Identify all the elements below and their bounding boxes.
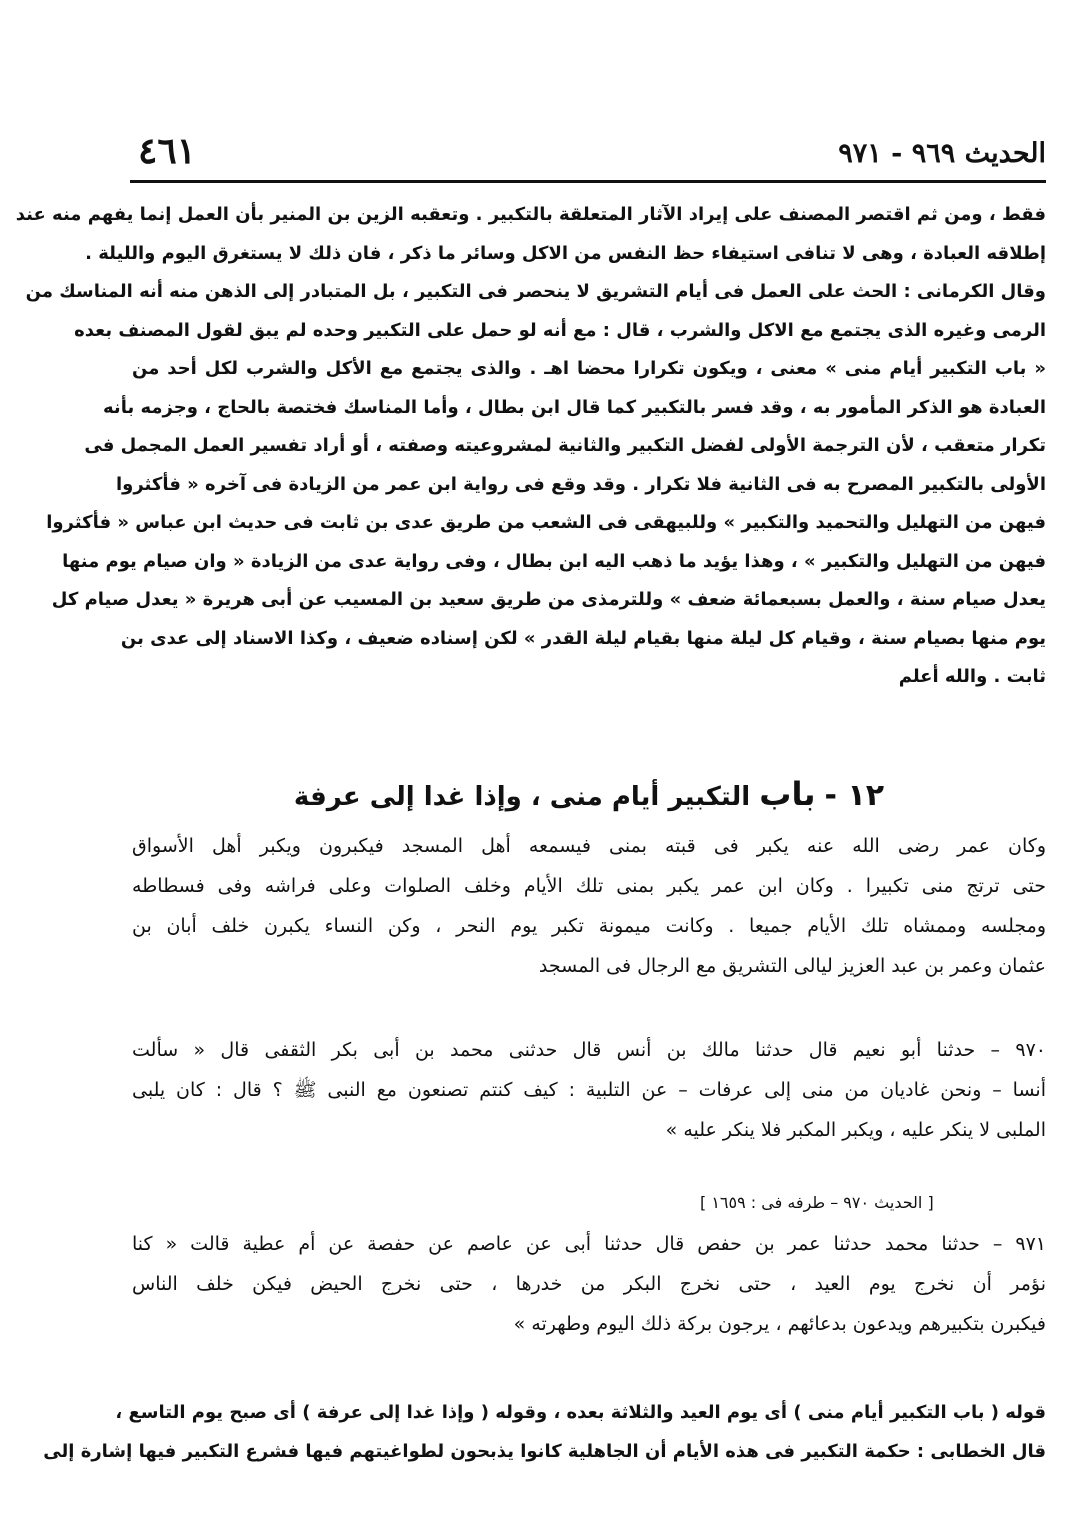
- text-line: فيهن من التهليل والتحميد والتكبير » وللبيهقى فى الشعب من طريق عدى بن ثابت فى حديث ابن عباس « فأكثروا: [46, 512, 1046, 533]
- page-number: ٤٦١: [138, 130, 197, 172]
- running-title: الحديث ٩٦٩ - ٩٧١: [838, 138, 1046, 169]
- text-line: « باب التكبير أيام منى » معنى ، ويكون تكرارا محضا اهـ . والذى يجتمع مع الأكل والشرب لكل أحد من: [132, 358, 1046, 379]
- text-line: حتى ترتج منى تكبيرا . وكان ابن عمر يكبر بمنى تلك الأيام وخلف الصلوات وعلى فراشه وفى فسطاطه: [132, 875, 1046, 897]
- text-line: ٩٧٠ – حدثنا أبو نعيم قال حدثنا مالك بن أنس قال حدثنى محمد بن أبى بكر الثقفى قال « سألت: [132, 1039, 1046, 1061]
- text-line: أنسا – ونحن غاديان من منى إلى عرفات – عن التلبية : كيف كنتم تصنعون مع النبى ﷺ ؟ قال : كان يلبى: [132, 1079, 1046, 1101]
- text-line: وقال الكرمانى : الحث على العمل فى أيام التشريق لا ينحصر فى التكبير ، بل المتبادر إلى الذهن منه أنه المناسك من: [25, 281, 1046, 302]
- chapter-title: التكبير أيام منى ، وإذا غدا إلى عرفة: [293, 782, 751, 812]
- text-line: فيهن من التهليل والتكبير » ، وهذا يؤيد ما ذهب اليه ابن بطال ، وفى رواية عدى من الزيادة « وان صيام يوم منها: [62, 550, 1046, 572]
- text-line: يوم منها بصيام سنة ، وقيام كل ليلة منها بقيام ليلة القدر » لكن إسناده ضعيف ، وكذا الاسناد إلى عدى بن: [120, 627, 1046, 649]
- hadith-970: [132, 1030, 1046, 1150]
- chapter-bab: باب: [759, 775, 816, 813]
- page-header: [138, 130, 1046, 178]
- text-line: نؤمر أن نخرج يوم العيد ، حتى نخرج البكر من خدرها ، حتى نخرج الحيض فيكن خلف الناس: [132, 1273, 1046, 1295]
- text-line: يعدل صيام سنة ، والعمل بسبعمائة ضعف » وللترمذى من طريق سعيد بن المسيب عن أبى هريرة « يعدل صيام كل: [51, 589, 1046, 610]
- commentary-top: [15, 196, 1046, 697]
- chapter-number: ١٢ -: [824, 778, 885, 813]
- text-line: فقط ، ومن ثم اقتصر المصنف على إيراد الآثار المتعلقة بالتكبير . وتعقبه الزين بن المنير بأن العمل إنما يفهم منه عند: [15, 204, 1046, 225]
- text-line: عثمان وعمر بن عبد العزيز ليالى التشريق مع الرجال فى المسجد: [538, 955, 1046, 977]
- text-line: الملبى لا ينكر عليه ، ويكبر المكبر فلا ينكر عليه »: [665, 1119, 1046, 1141]
- text-line: الأولى بالتكبير المصرح به فى الثانية فلا تكرار . وقد وقع فى رواية ابن عمر من الزيادة فى آخره « فأكثروا: [115, 473, 1046, 495]
- text-line: فيكبرن بتكبيرهم ويدعون بدعائهم ، يرجون بركة ذلك اليوم وطهرته »: [513, 1313, 1046, 1335]
- text-line: الرمى وغيره الذى يجتمع مع الاكل والشرب ، قال : مع أنه لو حمل على التكبير وحده لم يبق لقول المصنف بعده: [74, 319, 1046, 341]
- header-rule: [130, 180, 1046, 183]
- text-line: إطلاقه العبادة ، وهى لا تنافى استيفاء حظ النفس من الاكل وسائر ما ذكر ، فان ذلك لا يستغرق اليوم والليلة .: [85, 242, 1046, 264]
- text-line: العبادة هو الذكر المأمور به ، وقد فسر بالتكبير كما قال ابن بطال ، وأما المناسك فختصة بالحاج ، وجزمه بأنه: [103, 396, 1046, 418]
- text-line: قال الخطابى : حكمة التكبير فى هذه الأيام أن الجاهلية كانوا يذبحون لطواغيتهم فيها فشرع التكبير فيها إشارة إلى: [43, 1440, 1046, 1462]
- chapter-athar: [132, 826, 1046, 986]
- hadith-971: [132, 1224, 1046, 1344]
- text-line: وكان عمر رضى الله عنه يكبر فى قبته بمنى فيسمعه أهل المسجد فيكبرون ويكبر أهل الأسواق: [132, 835, 1046, 857]
- text-line: ومجلسه وممشاه تلك الأيام جميعا . وكانت ميمونة تكبر يوم النحر ، وكن النساء يكبرن خلف أبان بن: [132, 915, 1046, 937]
- text-line: ثابت . والله أعلم: [898, 666, 1046, 687]
- chapter-heading: [132, 775, 1046, 825]
- hadith-970-reference: [ الحديث ٩٧٠ – طرفه فى : ١٦٥٩ ]: [700, 1193, 934, 1212]
- text-line: تكرار متعقب ، لأن الترجمة الأولى لفضل التكبير والثانية لمشروعيته وصفته ، أو أراد تفسير العمل المجمل فى: [84, 435, 1046, 456]
- text-line: ٩٧١ – حدثنا محمد حدثنا عمر بن حفص قال حدثنا أبى عن عاصم عن حفصة عن أم عطية قالت « كنا: [132, 1233, 1046, 1255]
- text-line: قوله ( باب التكبير أيام منى ) أى يوم العيد والثلاثة بعده ، وقوله ( وإذا غدا إلى عرفة ) أى صبح يوم التاسع ،: [115, 1402, 1046, 1423]
- commentary-bottom: [43, 1394, 1046, 1471]
